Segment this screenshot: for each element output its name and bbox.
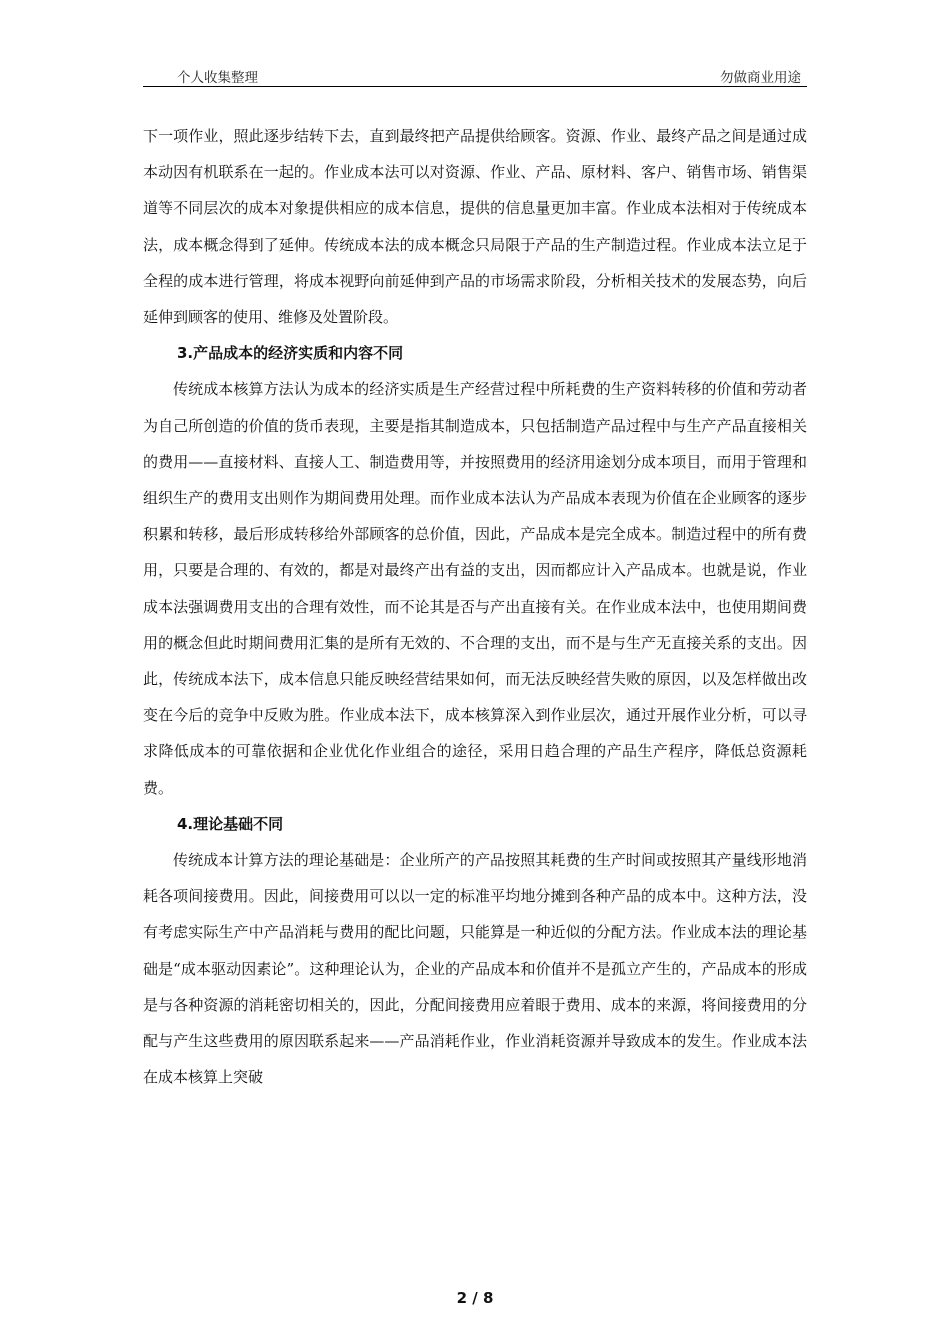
- document-body: [143, 118, 807, 1095]
- section-heading: 4.理论基础不同: [177, 814, 284, 833]
- section-heading: 3.产品成本的经济实质和内容不同: [177, 344, 404, 363]
- body-paragraph: 传统成本核算方法认为成本的经济实质是生产经营过程中所耗费的生产资料转移的价值和劳动者为自己所创造的价值的货币表现，主要是指其制造成本，只包括制造产品过程中与生产产品直接相关的费用——直接材料、直接人工、制造费用等，并按照费用的经济用途划分成本项目，而用于管理和组织生产的费用支出则作为期间费用处理。而作业成本法认为产品成本表现为价值在企业顾客的逐步积累和转移，最后形成转移给外部顾客的总价值，因此，产品成本是完全成本。制造过程中的所有费用，只要是合理的、有效的，都是对最终产出有益的支出，因而都应计入产品成本。也就是说，作业成本法强调费用支出的合理有效性，而不论其是否与产出直接有关。在作业成本法中，也使用期间费用的概念但此时期间费用汇集的是所有无效的、不合理的支出，而不是与生产无直接关系的支出。因此，传统成本法下，成本信息只能反映经营结果如何，而无法反映经营失败的原因，以及怎样做出改变在今后的竞争中反败为胜。作业成本法下，成本核算深入到作业层次，通过开展作业分析，可以寻求降低成本的可靠依据和企业优化作业组合的途径，采用日趋合理的产品生产程序，降低总资源耗费。: [143, 380, 807, 797]
- header-left-text: 个人收集整理: [177, 70, 258, 86]
- body-paragraph: 传统成本计算方法的理论基础是：企业所产的产品按照其耗费的生产时间或按照其产量线形地消耗各项间接费用。因此，间接费用可以以一定的标准平均地分摊到各种产品的成本中。这种方法，没有考虑实际生产中产品消耗与费用的配比问题，只能算是一种近似的分配方法。作业成本法的理论基础是“成本驱动因素论”。这种理论认为，企业的产品成本和价值并不是孤立产生的，产品成本的形成是与各种资源的消耗密切相关的，因此，分配间接费用应着眼于费用、成本的来源，将间接费用的分配与产生这些费用的原因联系起来——产品消耗作业，作业消耗资源并导致成本的发生。作业成本法在成本核算上突破: [143, 851, 807, 1087]
- page-number: 2 / 8: [456, 1289, 494, 1307]
- header-right-text: 勿做商业用途: [720, 70, 801, 86]
- page-header: [143, 62, 807, 87]
- body-paragraph: 下一项作业，照此逐步结转下去，直到最终把产品提供给顾客。资源、作业、最终产品之间是通过成本动因有机联系在一起的。作业成本法可以对资源、作业、产品、原材料、客户、销售市场、销售渠道等不同层次的成本对象提供相应的成本信息，提供的信息量更加丰富。作业成本法相对于传统成本法，成本概念得到了延伸。传统成本法的成本概念只局限于产品的生产制造过程。作业成本法立足于全程的成本进行管理，将成本视野向前延伸到产品的市场需求阶段，分析相关技术的发展态势，向后延伸到顾客的使用、维修及处置阶段。: [143, 127, 807, 327]
